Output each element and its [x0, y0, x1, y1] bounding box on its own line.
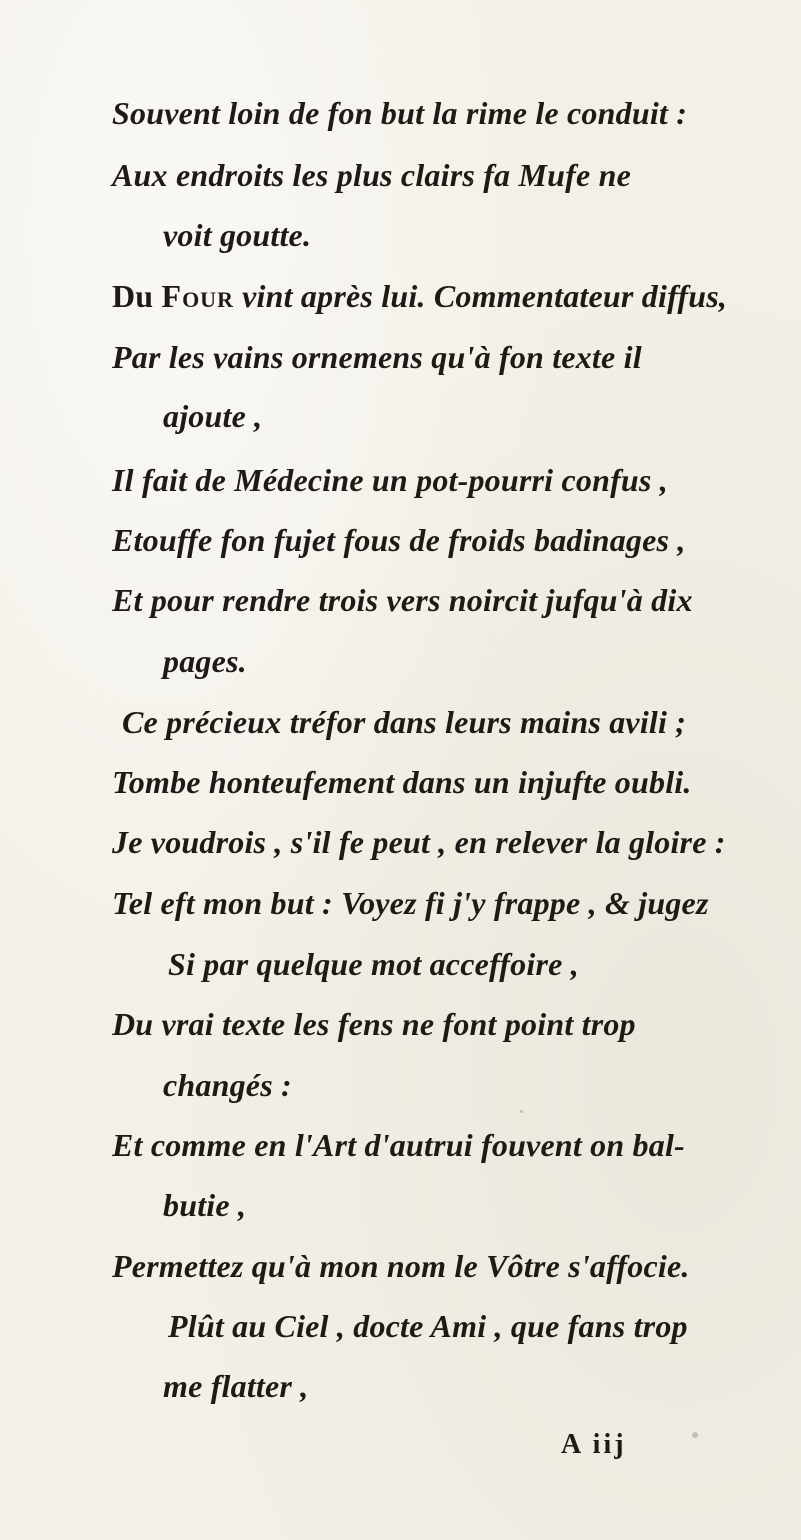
poem-line: Etouffe fon fujet fous de froids badinages , [112, 522, 686, 558]
poem-line: Aux endroits les plus clairs fa Mufe ne [112, 157, 631, 193]
poem-line-prefix: Du [112, 278, 162, 314]
poem-line: Et comme en l'Art d'autrui fouvent on bal- [112, 1127, 685, 1163]
poem-line: Ce précieux tréfor dans leurs mains avili ; [122, 704, 687, 740]
poem-line: butie , [163, 1187, 247, 1223]
paper-speck [692, 1432, 698, 1438]
poem-line-rest: vint après lui. Commentateur diffus, [233, 278, 728, 314]
paper-speck [520, 1110, 523, 1113]
poem-line: Si par quelque mot acceffoire , [168, 946, 579, 982]
poem-line: Par les vains ornemens qu'à fon texte il [112, 339, 642, 375]
poem-line: Tombe honteufement dans un injufte oubli. [112, 764, 692, 800]
poem-line: Souvent loin de fon but la rime le conduit : [112, 95, 688, 131]
poem-line: Plût au Ciel , docte Ami , que fans trop [168, 1308, 688, 1344]
paper-speck [470, 180, 473, 183]
poem-line: voit goutte. [163, 217, 312, 253]
author-name: Four [161, 278, 234, 314]
poem-line: ajoute , [163, 398, 263, 434]
poem-line: Et pour rendre trois vers noircit jufqu'à dix [112, 582, 693, 618]
poem-line: changés : [163, 1067, 292, 1103]
poem-line [112, 276, 727, 316]
poem-line: Permettez qu'à mon nom le Vôtre s'affocie. [112, 1248, 690, 1284]
poem-line: pages. [163, 643, 247, 679]
signature-mark: A iij [561, 1429, 627, 1460]
poem-line: Je voudrois , s'il fe peut , en relever la gloire : [112, 824, 726, 860]
poem-line: Il fait de Médecine un pot-pourri confus , [112, 462, 668, 498]
poem-line: me flatter , [163, 1368, 309, 1404]
poem-line: Du vrai texte les fens ne font point trop [112, 1006, 636, 1042]
poem-line: Tel eft mon but : Voyez fi j'y frappe , & jugez [112, 885, 709, 921]
